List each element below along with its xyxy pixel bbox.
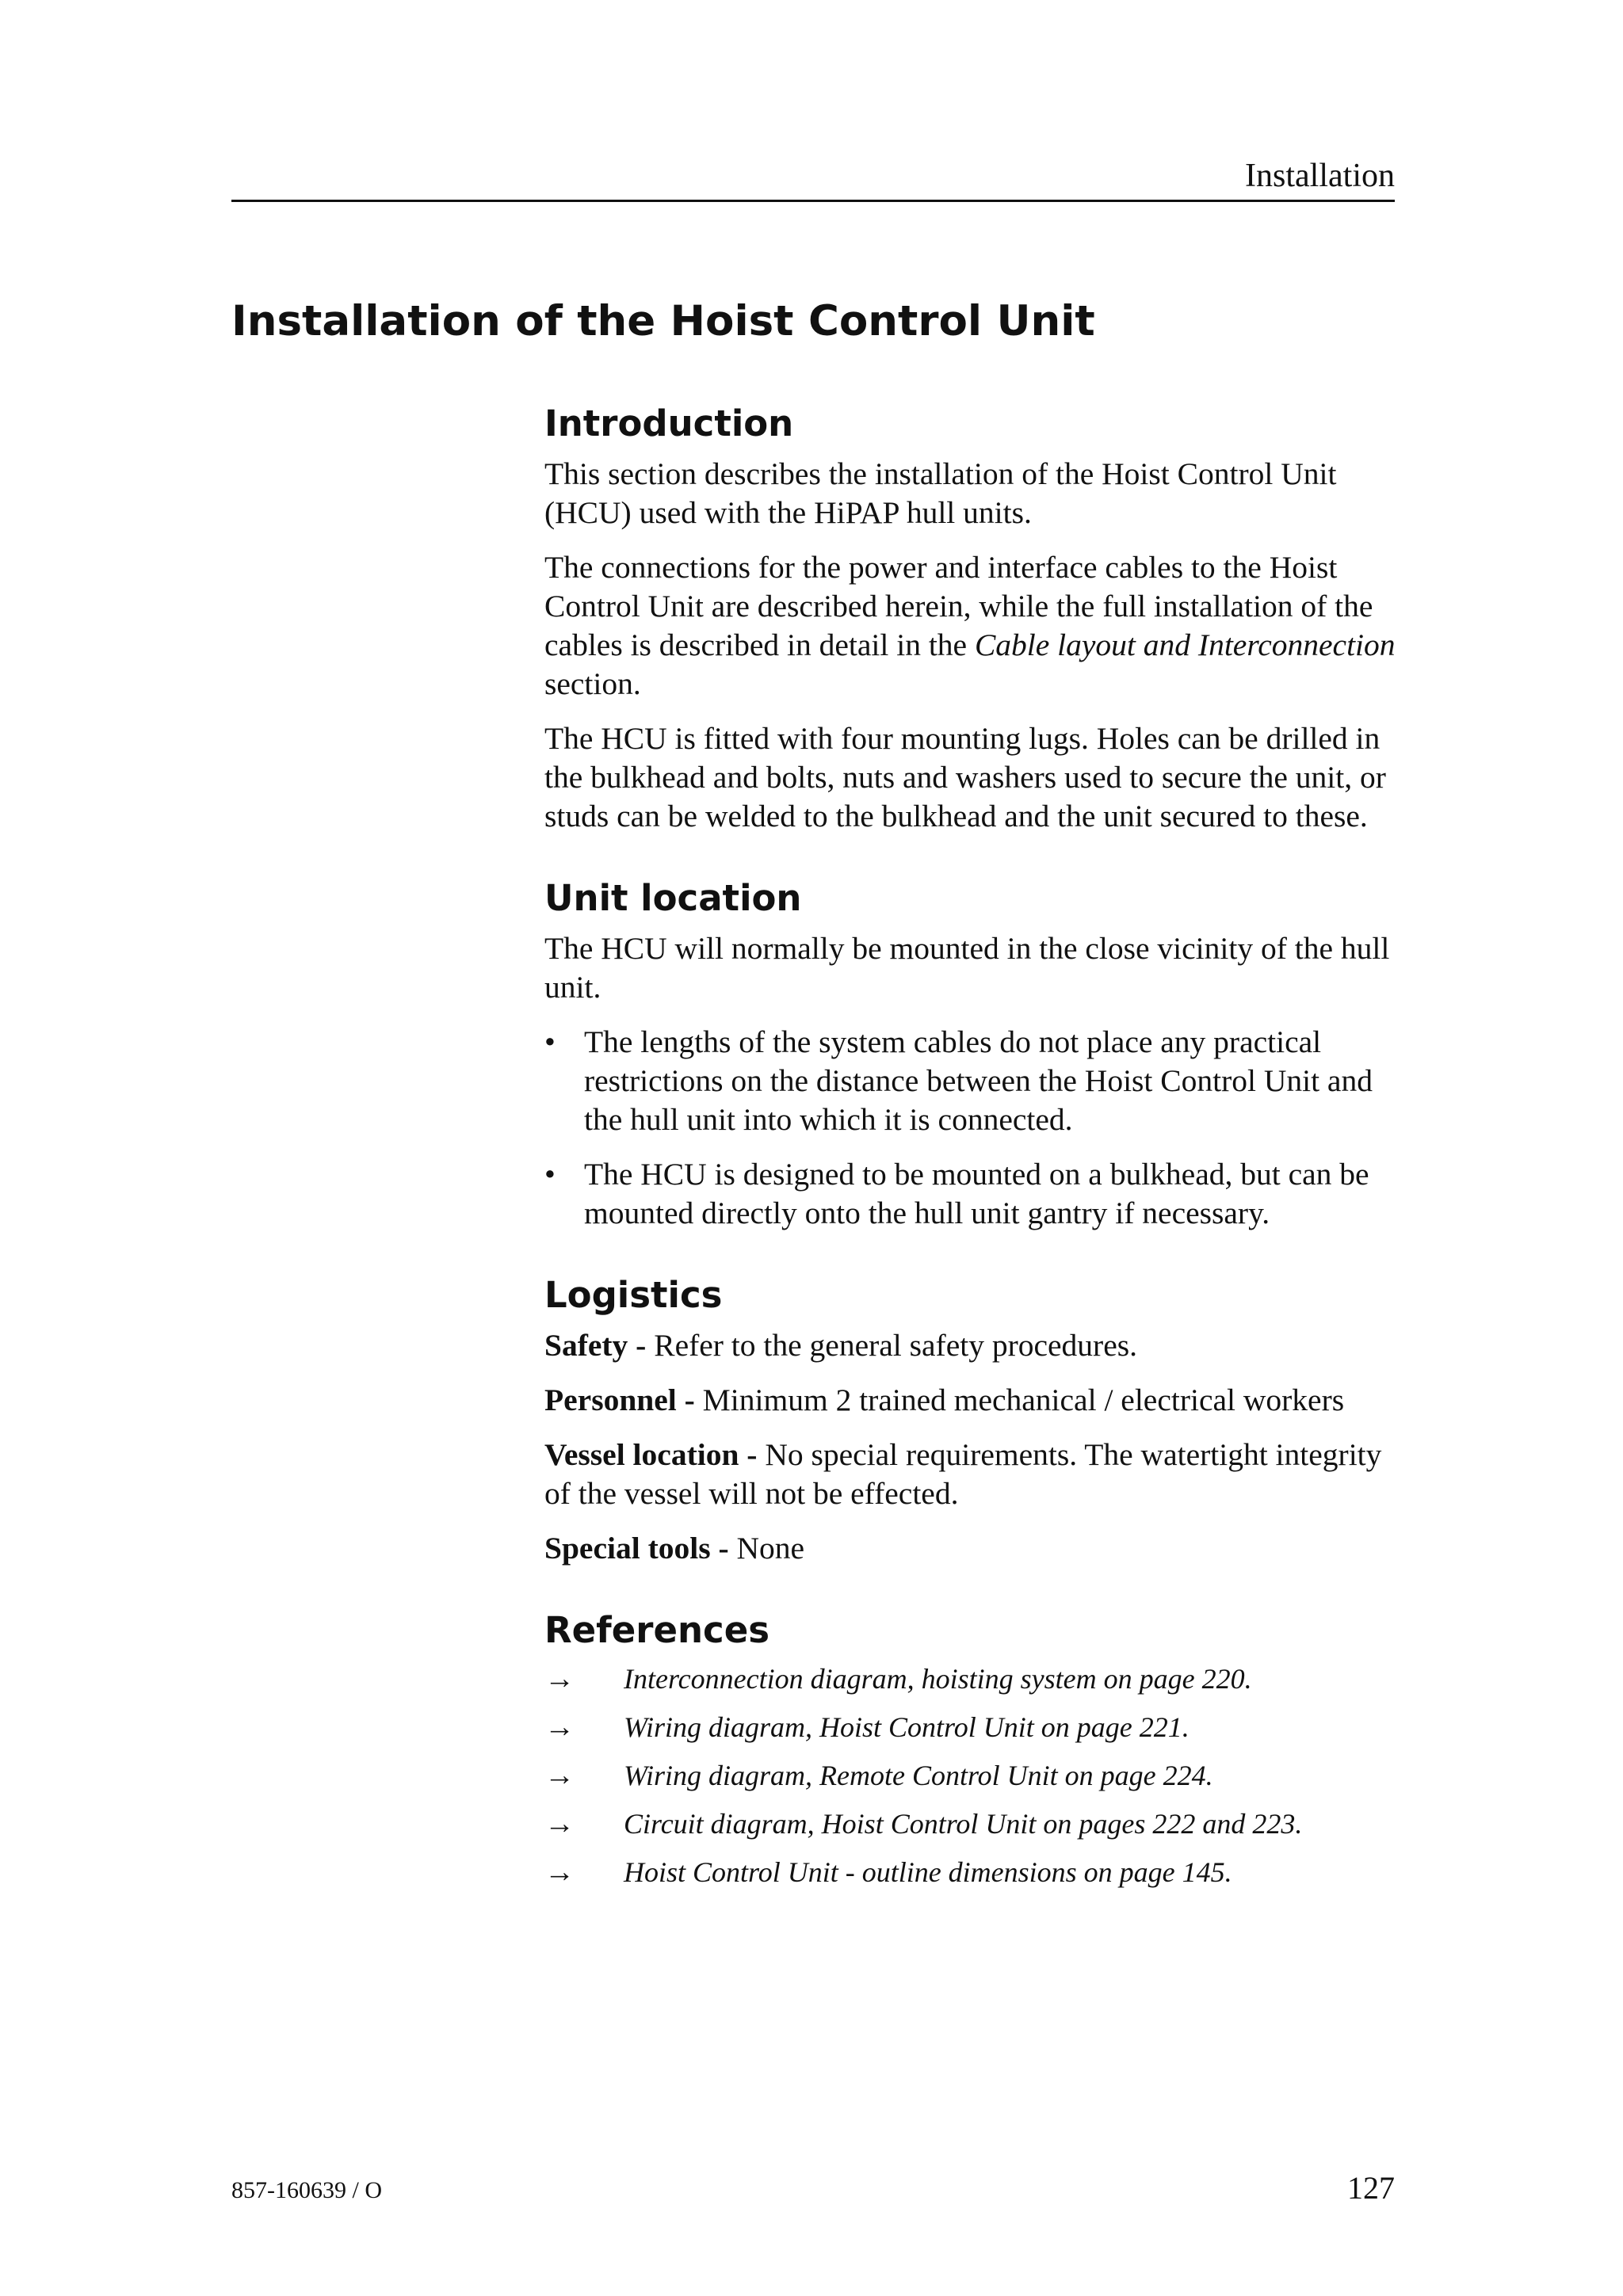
section-introduction bbox=[544, 399, 1408, 836]
reference-link[interactable]: Hoist Control Unit - outline dimensions on page 145. bbox=[624, 1856, 1232, 1888]
intro-paragraph-3: The HCU is fitted with four mounting lugs. Holes can be drilled in the bulkhead and bolts, nuts and washers used to secure the unit, or studs can be welded to the bulkhead and the unit secured to these. bbox=[544, 721, 1386, 833]
logistics-item-special-tools bbox=[544, 1529, 1408, 1568]
footer-page-number: 127 bbox=[1347, 2170, 1395, 2206]
reference-item[interactable] bbox=[544, 1758, 1408, 1794]
logistics-label: Safety - bbox=[544, 1328, 655, 1363]
section-logistics bbox=[544, 1271, 1408, 1568]
unit-location-paragraph: The HCU will normally be mounted in the close vicinity of the hull unit. bbox=[544, 931, 1390, 1005]
logistics-text: Minimum 2 trained mechanical / electrical workers bbox=[702, 1383, 1345, 1417]
bullet-item bbox=[544, 1023, 1408, 1139]
logistics-item-personnel bbox=[544, 1381, 1408, 1420]
section-heading-unit-location: Unit location bbox=[544, 877, 802, 919]
arrow-right-icon: → bbox=[544, 1807, 575, 1840]
logistics-text: None bbox=[736, 1531, 805, 1566]
intro-paragraph-1: This section describes the installation of the Hoist Control Unit (HCU) used with the HiPAP hull units. bbox=[544, 456, 1337, 530]
intro-paragraph-2-text-b: section. bbox=[544, 666, 641, 701]
bullet-text: The HCU is designed to be mounted on a bulkhead, but can be mounted directly onto the hull unit gantry if necessary. bbox=[584, 1157, 1369, 1230]
arrow-right-icon: → bbox=[544, 1662, 575, 1695]
logistics-item-vessel-location bbox=[544, 1436, 1408, 1513]
logistics-label: Personnel - bbox=[544, 1383, 703, 1417]
chapter-title: Installation of the Hoist Control Unit bbox=[231, 297, 1095, 345]
reference-link[interactable]: Wiring diagram, Hoist Control Unit on page 221. bbox=[624, 1711, 1190, 1743]
logistics-item-safety bbox=[544, 1326, 1408, 1365]
body-column bbox=[544, 399, 1408, 1928]
footer-document-number: 857-160639 / O bbox=[231, 2177, 382, 2203]
section-unit-location bbox=[544, 874, 1408, 1233]
intro-paragraph-2 bbox=[544, 548, 1408, 704]
bullet-icon: • bbox=[544, 1024, 556, 1059]
logistics-label: Special tools - bbox=[544, 1531, 737, 1566]
reference-link[interactable]: Wiring diagram, Remote Control Unit on page 224. bbox=[624, 1760, 1213, 1791]
reference-link[interactable]: Interconnection diagram, hoisting system on page 220. bbox=[624, 1663, 1252, 1695]
reference-item[interactable] bbox=[544, 1806, 1408, 1842]
intro-paragraph-2-text-a: The connections for the power and interface cables to the Hoist Control Unit are described herein, while the full installation of the cables is described in detail in the bbox=[544, 550, 1373, 662]
section-heading-references: References bbox=[544, 1609, 769, 1651]
cross-reference-italic: Cable layout and Interconnection bbox=[974, 627, 1396, 662]
reference-item[interactable] bbox=[544, 1855, 1408, 1890]
reference-item[interactable] bbox=[544, 1710, 1408, 1745]
bullet-list bbox=[544, 1023, 1408, 1233]
logistics-text: Refer to the general safety procedures. bbox=[654, 1328, 1137, 1363]
reference-list bbox=[544, 1661, 1408, 1890]
bullet-item bbox=[544, 1155, 1408, 1233]
section-heading-logistics: Logistics bbox=[544, 1274, 723, 1316]
arrow-right-icon: → bbox=[544, 1759, 575, 1792]
logistics-text: No special requirements. The watertight integrity of the vessel will not be effected. bbox=[544, 1437, 1382, 1511]
section-references bbox=[544, 1606, 1408, 1890]
arrow-right-icon: → bbox=[544, 1855, 575, 1889]
section-heading-introduction: Introduction bbox=[544, 402, 794, 444]
reference-link[interactable]: Circuit diagram, Hoist Control Unit on pages 222 and 223. bbox=[624, 1808, 1303, 1840]
bullet-icon: • bbox=[544, 1157, 556, 1192]
bullet-text: The lengths of the system cables do not place any practical restrictions on the distance between the Hoist Control Unit and the hull unit into which it is connected. bbox=[584, 1024, 1373, 1137]
running-header: Installation bbox=[1245, 158, 1395, 194]
logistics-label: Vessel location - bbox=[544, 1437, 766, 1472]
arrow-right-icon: → bbox=[544, 1711, 575, 1744]
reference-item[interactable] bbox=[544, 1661, 1408, 1697]
header-rule bbox=[231, 200, 1395, 202]
